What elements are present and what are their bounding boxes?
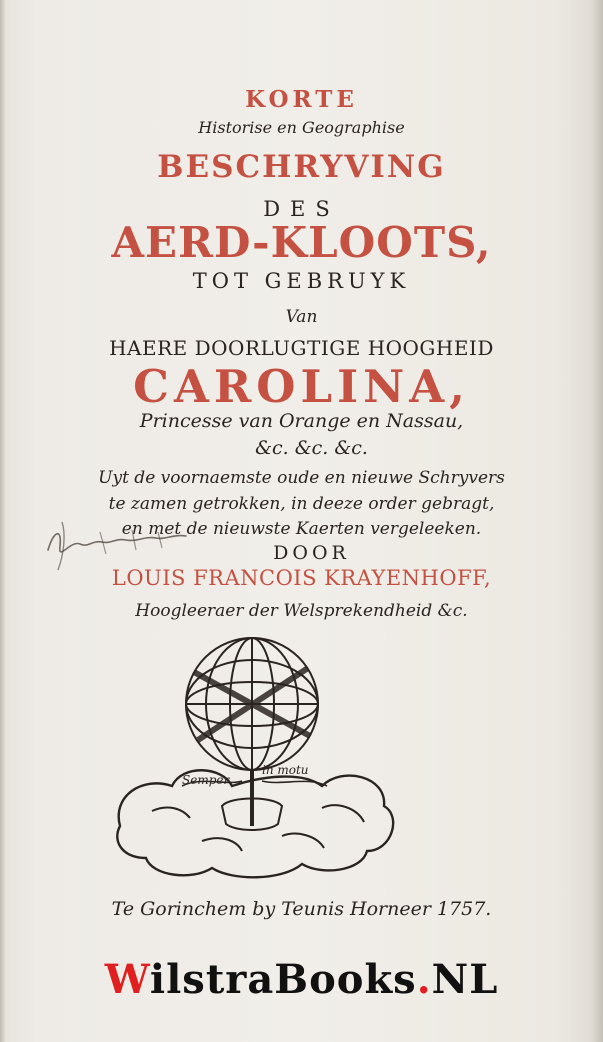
title-line-door: DOOR xyxy=(273,542,350,564)
watermark-logo xyxy=(0,956,603,1003)
author-title: Hoogleeraer der Welsprekendheid &c. xyxy=(135,601,468,621)
motto-right: in motu xyxy=(262,763,309,777)
title-line-historise: Historise en Geographise xyxy=(198,118,405,137)
handwritten-signature xyxy=(40,510,200,580)
title-line-princesse: Princesse van Orange en Nassau, xyxy=(139,410,464,432)
title-line-korte: KORTE xyxy=(245,86,358,113)
title-line-tot-gebruyk: TOT GEBRUYK xyxy=(192,269,411,293)
watermark-initial: W xyxy=(104,956,150,1003)
armillary-sphere-device-icon xyxy=(112,636,402,886)
title-line-beschryving: BESCHRYVING xyxy=(157,149,446,185)
watermark-dot: . xyxy=(416,956,432,1003)
title-line-des: DES xyxy=(263,197,340,221)
title-line-etc: &c. &c. &c. xyxy=(255,437,368,459)
title-line-kaerten: en met de nieuwste Kaerten vergeleeken. xyxy=(121,519,482,539)
author-name: LOUIS FRANCOIS KRAYENHOFF, xyxy=(111,566,492,590)
watermark-mid: ilstraBooks xyxy=(149,956,417,1003)
watermark-tld: NL xyxy=(431,956,499,1003)
title-line-hoogheid: HAERE DOORLUGTIGE HOOGHEID xyxy=(109,336,494,360)
title-line-carolina: CAROLINA, xyxy=(133,360,470,413)
title-line-zamen: te zamen getrokken, in deeze order gebragt, xyxy=(108,494,495,514)
imprint: Te Gorinchem by Teunis Horneer 1757. xyxy=(111,898,492,920)
title-line-uyt: Uyt de voornaemste oude en nieuwe Schryvers xyxy=(98,468,505,488)
title-line-van: Van xyxy=(285,307,318,327)
motto-left: Semper xyxy=(182,773,230,787)
title-line-aerd-kloots: AERD-KLOOTS, xyxy=(111,218,492,267)
